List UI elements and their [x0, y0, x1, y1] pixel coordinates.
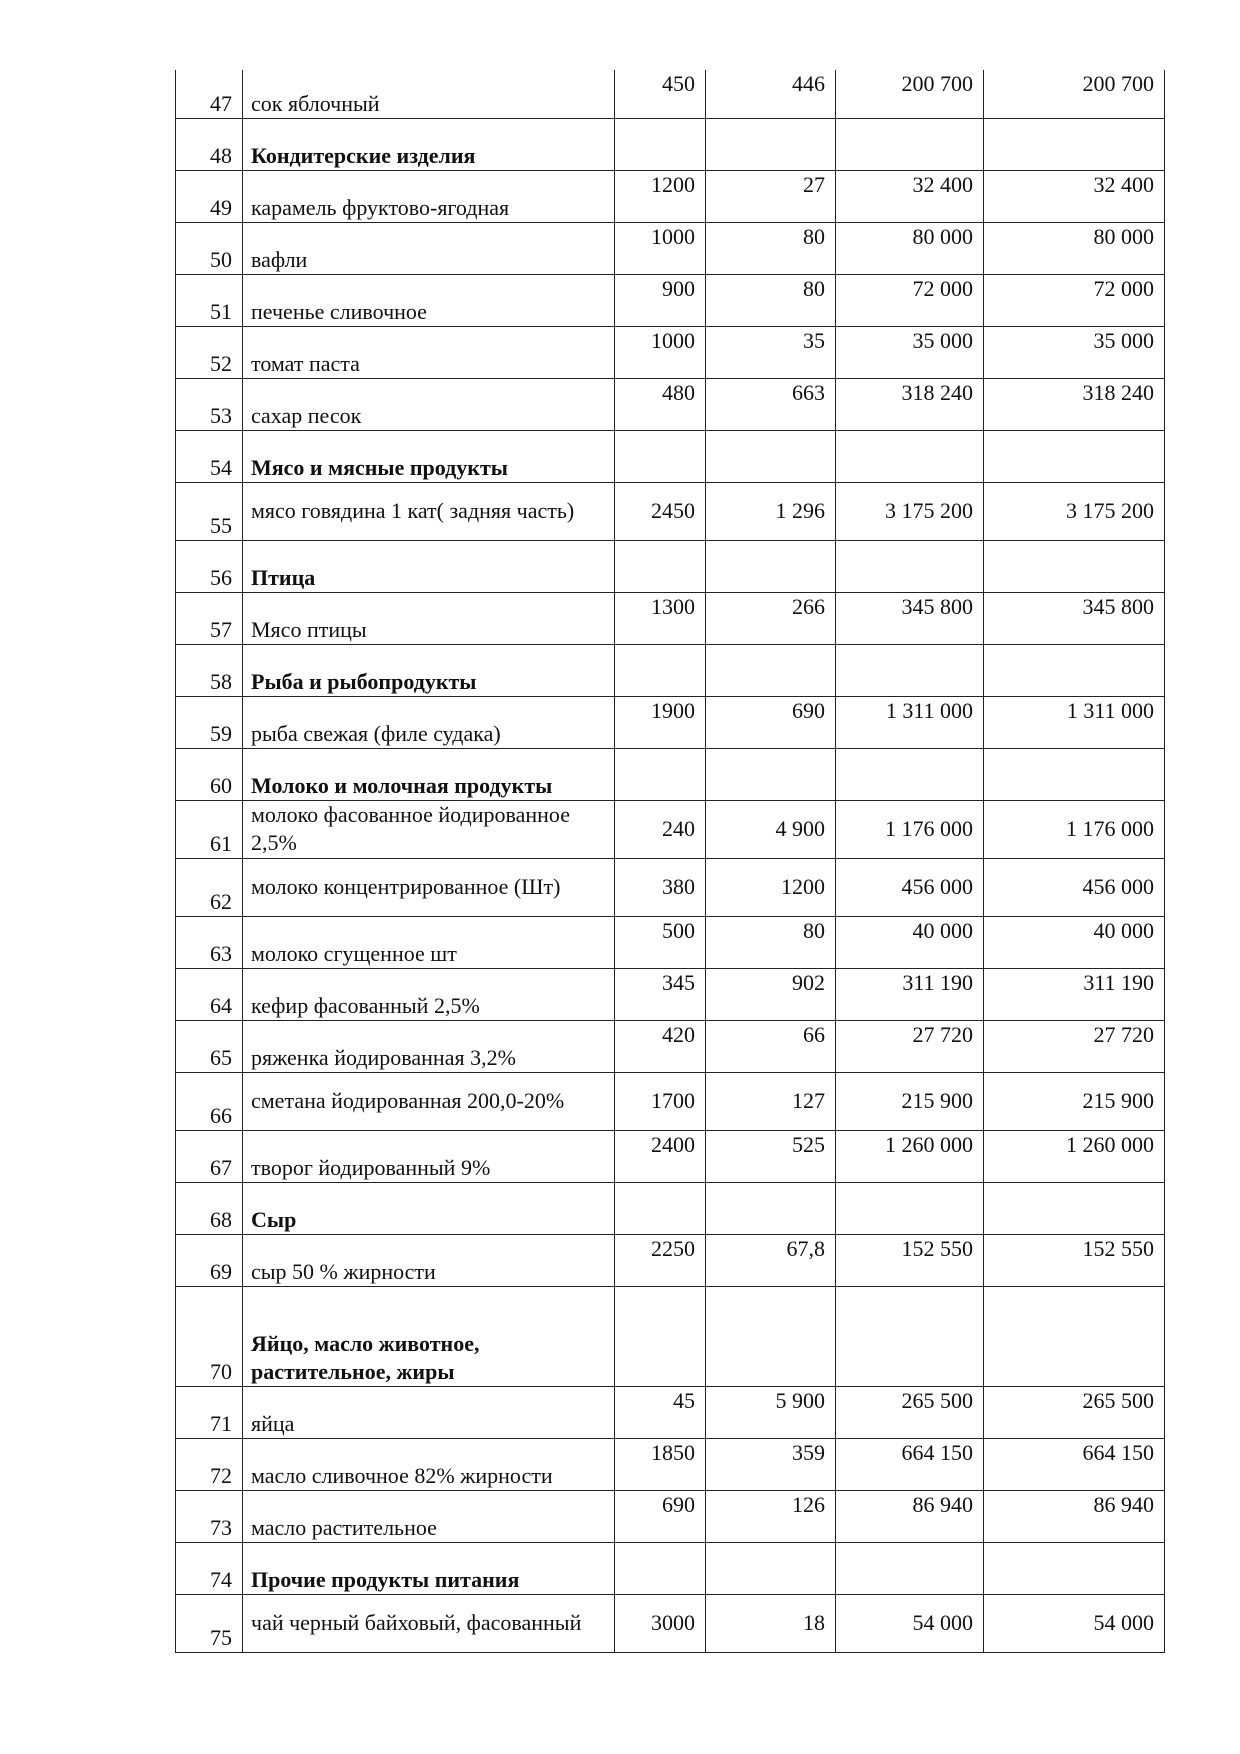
sum-cell: 318 240	[836, 378, 984, 430]
product-name: творог йодированный 9%	[243, 1130, 615, 1182]
empty-cell	[706, 430, 836, 482]
row-number: 75	[176, 1594, 243, 1652]
empty-cell	[615, 540, 706, 592]
empty-cell	[836, 748, 984, 800]
row-number: 63	[176, 916, 243, 968]
price-cell: 380	[615, 858, 706, 916]
table-row	[176, 1490, 1165, 1542]
quantity-cell: 525	[706, 1130, 836, 1182]
category-name: Рыба и рыбопродукты	[243, 644, 615, 696]
category-row	[176, 1542, 1165, 1594]
product-name: сыр 50 % жирности	[243, 1234, 615, 1286]
row-number: 69	[176, 1234, 243, 1286]
total-cell: 27 720	[984, 1020, 1165, 1072]
quantity-cell: 266	[706, 592, 836, 644]
total-cell: 1 311 000	[984, 696, 1165, 748]
row-number: 56	[176, 540, 243, 592]
row-number: 60	[176, 748, 243, 800]
empty-cell	[984, 540, 1165, 592]
total-cell: 54 000	[984, 1594, 1165, 1652]
table-row	[176, 1386, 1165, 1438]
price-cell: 45	[615, 1386, 706, 1438]
sum-cell: 40 000	[836, 916, 984, 968]
empty-cell	[836, 1286, 984, 1386]
row-number: 50	[176, 222, 243, 274]
table-row	[176, 274, 1165, 326]
empty-cell	[706, 540, 836, 592]
table-row	[176, 1072, 1165, 1130]
sum-cell: 456 000	[836, 858, 984, 916]
quantity-cell: 663	[706, 378, 836, 430]
table-row	[176, 1020, 1165, 1072]
sum-cell: 27 720	[836, 1020, 984, 1072]
price-cell: 240	[615, 800, 706, 858]
total-cell: 80 000	[984, 222, 1165, 274]
total-cell: 152 550	[984, 1234, 1165, 1286]
quantity-cell: 359	[706, 1438, 836, 1490]
empty-cell	[984, 1182, 1165, 1234]
quantity-cell: 5 900	[706, 1386, 836, 1438]
table-row	[176, 592, 1165, 644]
sum-cell: 32 400	[836, 170, 984, 222]
sum-cell: 72 000	[836, 274, 984, 326]
row-number: 51	[176, 274, 243, 326]
row-number: 73	[176, 1490, 243, 1542]
empty-cell	[836, 644, 984, 696]
price-cell: 3000	[615, 1594, 706, 1652]
table-row	[176, 1234, 1165, 1286]
quantity-cell: 66	[706, 1020, 836, 1072]
category-name: Молоко и молочная продукты	[243, 748, 615, 800]
product-name: ряженка йодированная 3,2%	[243, 1020, 615, 1072]
total-cell: 318 240	[984, 378, 1165, 430]
quantity-cell: 446	[706, 70, 836, 118]
price-cell: 1000	[615, 326, 706, 378]
category-name: Прочие продукты питания	[243, 1542, 615, 1594]
category-row	[176, 118, 1165, 170]
row-number: 48	[176, 118, 243, 170]
price-cell: 420	[615, 1020, 706, 1072]
empty-cell	[836, 430, 984, 482]
sum-cell: 265 500	[836, 1386, 984, 1438]
empty-cell	[706, 748, 836, 800]
total-cell: 1 260 000	[984, 1130, 1165, 1182]
empty-cell	[836, 540, 984, 592]
total-cell: 265 500	[984, 1386, 1165, 1438]
quantity-cell: 80	[706, 222, 836, 274]
product-name: сок яблочный	[243, 70, 615, 118]
price-cell: 2250	[615, 1234, 706, 1286]
sum-cell: 35 000	[836, 326, 984, 378]
product-name: вафли	[243, 222, 615, 274]
sum-cell: 215 900	[836, 1072, 984, 1130]
empty-cell	[706, 118, 836, 170]
empty-cell	[615, 1286, 706, 1386]
price-cell: 1700	[615, 1072, 706, 1130]
quantity-cell: 126	[706, 1490, 836, 1542]
product-name: Мясо птицы	[243, 592, 615, 644]
empty-cell	[984, 748, 1165, 800]
sum-cell: 1 260 000	[836, 1130, 984, 1182]
table-row	[176, 1438, 1165, 1490]
category-name: Птица	[243, 540, 615, 592]
total-cell: 35 000	[984, 326, 1165, 378]
total-cell: 311 190	[984, 968, 1165, 1020]
empty-cell	[984, 118, 1165, 170]
quantity-cell: 1200	[706, 858, 836, 916]
table-row	[176, 696, 1165, 748]
empty-cell	[984, 1286, 1165, 1386]
empty-cell	[706, 1542, 836, 1594]
table-row	[176, 1130, 1165, 1182]
empty-cell	[615, 748, 706, 800]
table-row	[176, 378, 1165, 430]
total-cell: 456 000	[984, 858, 1165, 916]
product-name: сахар песок	[243, 378, 615, 430]
category-name: Сыр	[243, 1182, 615, 1234]
table-row	[176, 326, 1165, 378]
quantity-cell: 27	[706, 170, 836, 222]
table-row	[176, 222, 1165, 274]
quantity-cell: 67,8	[706, 1234, 836, 1286]
row-number: 47	[176, 70, 243, 118]
product-name: масло сливочное 82% жирности	[243, 1438, 615, 1490]
table-row	[176, 482, 1165, 540]
category-row	[176, 1182, 1165, 1234]
price-cell: 1850	[615, 1438, 706, 1490]
price-cell: 1300	[615, 592, 706, 644]
total-cell: 1 176 000	[984, 800, 1165, 858]
row-number: 70	[176, 1286, 243, 1386]
row-number: 67	[176, 1130, 243, 1182]
sum-cell: 664 150	[836, 1438, 984, 1490]
product-name: печенье сливочное	[243, 274, 615, 326]
empty-cell	[615, 118, 706, 170]
quantity-cell: 18	[706, 1594, 836, 1652]
empty-cell	[706, 644, 836, 696]
row-number: 52	[176, 326, 243, 378]
total-cell: 215 900	[984, 1072, 1165, 1130]
product-name: чай черный байховый, фасованный	[243, 1594, 615, 1652]
products-table-body	[176, 70, 1165, 1652]
total-cell: 40 000	[984, 916, 1165, 968]
quantity-cell: 127	[706, 1072, 836, 1130]
sum-cell: 1 176 000	[836, 800, 984, 858]
sum-cell: 152 550	[836, 1234, 984, 1286]
empty-cell	[984, 644, 1165, 696]
empty-cell	[615, 644, 706, 696]
price-cell: 690	[615, 1490, 706, 1542]
sum-cell: 1 311 000	[836, 696, 984, 748]
category-row	[176, 540, 1165, 592]
row-number: 61	[176, 800, 243, 858]
table-row	[176, 800, 1165, 858]
category-row	[176, 644, 1165, 696]
row-number: 65	[176, 1020, 243, 1072]
product-name: сметана йодированная 200,0-20%	[243, 1072, 615, 1130]
total-cell: 32 400	[984, 170, 1165, 222]
product-name: молоко фасованное йодированное 2,5%	[243, 800, 615, 858]
category-row	[176, 430, 1165, 482]
row-number: 66	[176, 1072, 243, 1130]
empty-cell	[615, 1542, 706, 1594]
row-number: 71	[176, 1386, 243, 1438]
row-number: 74	[176, 1542, 243, 1594]
row-number: 53	[176, 378, 243, 430]
quantity-cell: 1 296	[706, 482, 836, 540]
row-number: 57	[176, 592, 243, 644]
row-number: 62	[176, 858, 243, 916]
empty-cell	[615, 1182, 706, 1234]
table-row	[176, 916, 1165, 968]
product-name: молоко сгущенное шт	[243, 916, 615, 968]
product-name: томат паста	[243, 326, 615, 378]
sum-cell: 200 700	[836, 70, 984, 118]
product-name: рыба свежая (филе судака)	[243, 696, 615, 748]
price-cell: 1200	[615, 170, 706, 222]
row-number: 72	[176, 1438, 243, 1490]
price-cell: 480	[615, 378, 706, 430]
category-name: Мясо и мясные продукты	[243, 430, 615, 482]
empty-cell	[836, 1542, 984, 1594]
quantity-cell: 4 900	[706, 800, 836, 858]
total-cell: 3 175 200	[984, 482, 1165, 540]
quantity-cell: 80	[706, 274, 836, 326]
row-number: 68	[176, 1182, 243, 1234]
total-cell: 86 940	[984, 1490, 1165, 1542]
product-name: карамель фруктово-ягодная	[243, 170, 615, 222]
category-row	[176, 1286, 1165, 1386]
empty-cell	[706, 1182, 836, 1234]
row-number: 54	[176, 430, 243, 482]
quantity-cell: 690	[706, 696, 836, 748]
row-number: 59	[176, 696, 243, 748]
price-cell: 2400	[615, 1130, 706, 1182]
product-name: мясо говядина 1 кат( задняя часть)	[243, 482, 615, 540]
table-row	[176, 170, 1165, 222]
product-name: молоко концентрированное (Шт)	[243, 858, 615, 916]
products-table	[175, 70, 1165, 1653]
price-cell: 1900	[615, 696, 706, 748]
total-cell: 345 800	[984, 592, 1165, 644]
row-number: 58	[176, 644, 243, 696]
table-row	[176, 858, 1165, 916]
sum-cell: 54 000	[836, 1594, 984, 1652]
quantity-cell: 35	[706, 326, 836, 378]
price-cell: 900	[615, 274, 706, 326]
sum-cell: 86 940	[836, 1490, 984, 1542]
empty-cell	[984, 1542, 1165, 1594]
category-row	[176, 748, 1165, 800]
total-cell: 200 700	[984, 70, 1165, 118]
empty-cell	[706, 1286, 836, 1386]
price-cell: 1000	[615, 222, 706, 274]
total-cell: 72 000	[984, 274, 1165, 326]
table-row	[176, 70, 1165, 118]
sum-cell: 3 175 200	[836, 482, 984, 540]
quantity-cell: 80	[706, 916, 836, 968]
row-number: 49	[176, 170, 243, 222]
sum-cell: 345 800	[836, 592, 984, 644]
quantity-cell: 902	[706, 968, 836, 1020]
category-name: Яйцо, масло животное, растительное, жиры	[243, 1286, 615, 1386]
empty-cell	[615, 430, 706, 482]
total-cell: 664 150	[984, 1438, 1165, 1490]
table-row	[176, 968, 1165, 1020]
product-name: кефир фасованный 2,5%	[243, 968, 615, 1020]
row-number: 64	[176, 968, 243, 1020]
price-cell: 345	[615, 968, 706, 1020]
product-name: яйца	[243, 1386, 615, 1438]
empty-cell	[836, 118, 984, 170]
empty-cell	[836, 1182, 984, 1234]
price-cell: 450	[615, 70, 706, 118]
price-cell: 2450	[615, 482, 706, 540]
empty-cell	[984, 430, 1165, 482]
sum-cell: 80 000	[836, 222, 984, 274]
product-name: масло растительное	[243, 1490, 615, 1542]
table-row	[176, 1594, 1165, 1652]
price-cell: 500	[615, 916, 706, 968]
row-number: 55	[176, 482, 243, 540]
sum-cell: 311 190	[836, 968, 984, 1020]
category-name: Кондитерские изделия	[243, 118, 615, 170]
